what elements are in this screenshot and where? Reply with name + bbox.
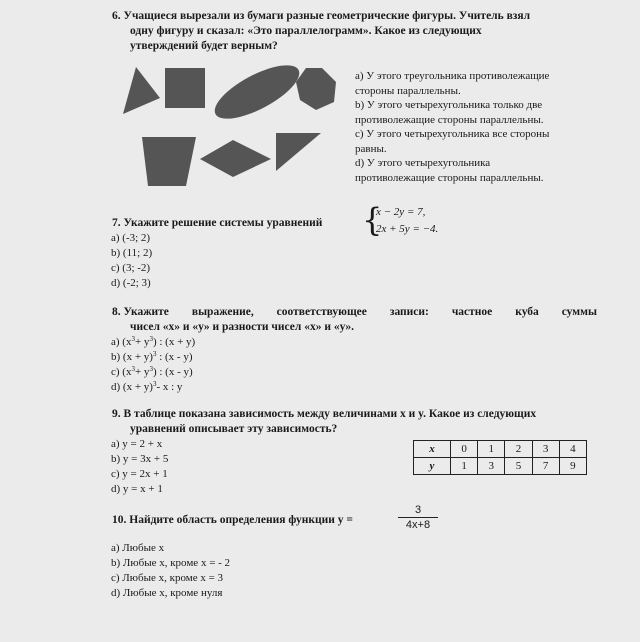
fraction bbox=[398, 504, 438, 531]
ellipse-shape bbox=[208, 60, 307, 129]
q8-number: 8. bbox=[112, 306, 121, 318]
q6-option-c[interactable]: c) У этого четырехугольника все стороны равны. bbox=[355, 128, 550, 155]
equation-system bbox=[362, 201, 439, 239]
q9-option-c[interactable]: c) y = 2x + 1 bbox=[111, 468, 168, 480]
q6-options bbox=[355, 69, 595, 185]
q10-title-text: Найдите область определения функции y = bbox=[129, 514, 353, 526]
q10-options bbox=[111, 541, 230, 601]
q6-option-a[interactable]: a) У этого треугольника противолежащие стороны параллельны. bbox=[355, 70, 550, 97]
q10-title bbox=[112, 513, 353, 528]
q9-title-line1: В таблице показана зависимость между величинами x и y. Какое из следующих bbox=[123, 408, 537, 420]
fraction-denominator: 4x+8 bbox=[405, 519, 431, 531]
q6-title-line1: Учащиеся вырезали из бумаги разные геометрические фигуры. Учитель взял bbox=[123, 10, 531, 22]
q6-title-line3: утверждений будет верным? bbox=[130, 40, 278, 52]
y-row bbox=[414, 458, 587, 475]
q8-title-line1: 8. Укажите выражение, соответствующее записи: частное куба суммы bbox=[112, 306, 597, 318]
q7-number: 7. bbox=[112, 217, 121, 229]
q9-title bbox=[112, 407, 602, 437]
x-cell: 1 bbox=[478, 441, 505, 458]
q10-number: 10. bbox=[112, 514, 127, 526]
q9-option-b[interactable]: b) y = 3x + 5 bbox=[111, 453, 169, 465]
right-triangle-shape bbox=[276, 133, 321, 171]
shapes-figure bbox=[120, 60, 340, 186]
fraction-bar bbox=[398, 517, 438, 518]
q9-options bbox=[111, 437, 168, 497]
q7-title bbox=[112, 216, 322, 231]
y-cell: 3 bbox=[478, 458, 505, 475]
y-cell: 9 bbox=[559, 458, 586, 475]
y-header: y bbox=[414, 458, 451, 475]
q9-option-a[interactable]: a) y = 2 + x bbox=[111, 438, 163, 450]
x-cell: 4 bbox=[559, 441, 586, 458]
q7-title-text: Укажите решение системы уравнений bbox=[123, 217, 323, 229]
q6-option-d[interactable]: d) У этого четырехугольника противолежащие стороны параллельны. bbox=[355, 157, 544, 184]
q8-option-c[interactable]: c) $(x^3+ y^3)$ : (x - y) bbox=[111, 365, 193, 378]
q8-options bbox=[111, 335, 195, 395]
heptagon-shape bbox=[296, 68, 336, 110]
y-cell: 7 bbox=[532, 458, 559, 475]
square-shape bbox=[165, 68, 205, 108]
q8-option-b[interactable]: b) $(x + y)^3$ : (x - y) bbox=[111, 350, 193, 363]
equation-2: 2x + 5y = −4. bbox=[376, 223, 439, 235]
q7-option-a[interactable]: a) (-3; 2) bbox=[111, 232, 151, 244]
q7-option-d[interactable]: d) (-2; 3) bbox=[111, 277, 151, 289]
q9-number: 9. bbox=[112, 408, 121, 420]
x-cell: 3 bbox=[532, 441, 559, 458]
q10-option-c[interactable]: c) Любые x, кроме x = 3 bbox=[111, 572, 224, 584]
x-row bbox=[414, 441, 587, 458]
q6-number: 6. bbox=[112, 10, 121, 22]
q8-title bbox=[112, 305, 597, 335]
q7-option-b[interactable]: b) (11; 2) bbox=[111, 247, 153, 259]
q9-option-d[interactable]: d) y = x + 1 bbox=[111, 483, 163, 495]
q7-option-c[interactable]: c) (3; -2) bbox=[111, 262, 151, 274]
xy-table bbox=[413, 440, 587, 475]
system-brace: { bbox=[362, 201, 383, 239]
x-header: x bbox=[414, 441, 451, 458]
q8-option-a[interactable]: a) $(x^3+ y^3)$ : (x + y) bbox=[111, 335, 196, 348]
x-cell: 0 bbox=[451, 441, 478, 458]
rhombus-shape bbox=[200, 140, 271, 177]
q8-title-line2: чисел «x» и «y» и разности чисел «x» и «y». bbox=[130, 321, 354, 333]
q8-option-d[interactable]: d) $(x + y)^3-$ x : y bbox=[111, 380, 183, 393]
q7-options bbox=[111, 231, 152, 291]
q9-title-line2: уравнений описывает эту зависимость? bbox=[130, 423, 338, 435]
x-cell: 2 bbox=[505, 441, 532, 458]
q10-option-d[interactable]: d) Любые x, кроме нуля bbox=[111, 587, 223, 599]
y-cell: 5 bbox=[505, 458, 532, 475]
trapezoid-shape bbox=[142, 137, 196, 186]
fraction-numerator: 3 bbox=[414, 504, 422, 516]
equation-1: x − 2y = 7, bbox=[376, 206, 426, 218]
q6-option-b[interactable]: b) У этого четырехугольника только две противолежащие стороны параллельны. bbox=[355, 99, 544, 126]
q10-option-b[interactable]: b) Любые x, кроме x = - 2 bbox=[111, 557, 231, 569]
y-cell: 1 bbox=[451, 458, 478, 475]
q10-option-a[interactable]: a) Любые x bbox=[111, 542, 165, 554]
q6-title-line2: одну фигуру и сказал: «Это параллелограмм». Какое из следующих bbox=[130, 25, 482, 37]
triangle-shape bbox=[123, 67, 160, 114]
q6-title bbox=[112, 9, 602, 54]
